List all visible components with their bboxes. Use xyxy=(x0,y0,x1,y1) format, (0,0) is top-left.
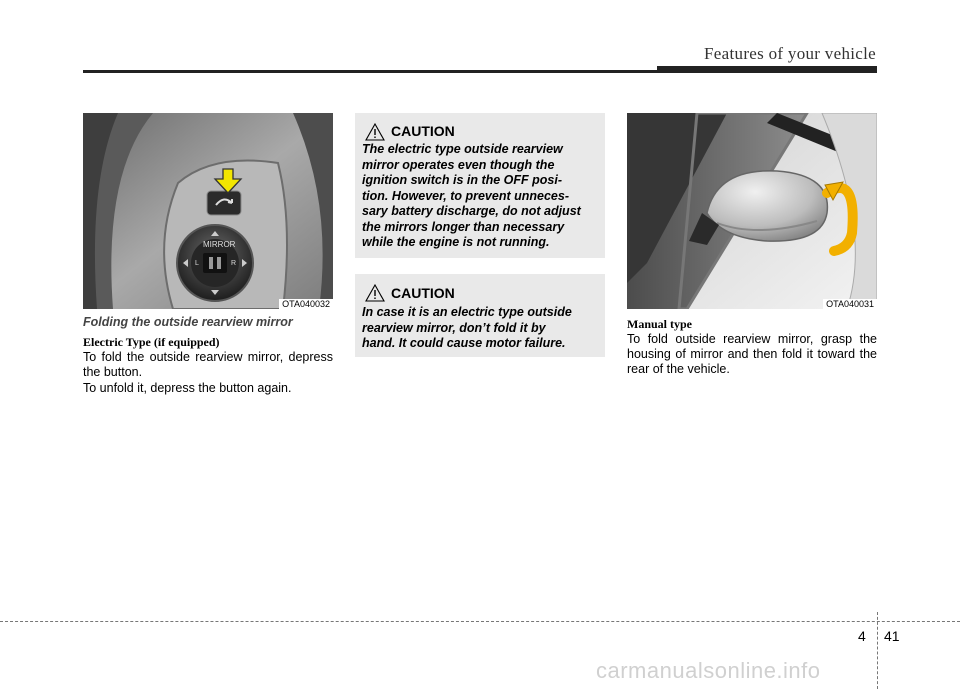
caution-title: CAUTION xyxy=(391,285,455,301)
side-mirror-photo xyxy=(627,113,877,309)
caution-line: tion. However, to prevent unneces- xyxy=(362,188,569,203)
header-rule xyxy=(83,70,877,73)
electric-fold-instructions: To fold the outside rearview mirror, depress the button. xyxy=(83,350,333,379)
caution-line: The electric type outside rearview xyxy=(362,142,563,156)
caution-line: sary battery discharge, do not adjust xyxy=(362,204,581,218)
caution-box-1 xyxy=(355,113,605,258)
page-header-title: Features of your vehicle xyxy=(704,44,876,63)
caution-text xyxy=(362,142,598,251)
page-number: 41 xyxy=(884,628,900,644)
mirror-switch-illustration xyxy=(83,113,333,309)
figure-code: OTA040031 xyxy=(823,299,877,309)
manual-type-heading: Manual type xyxy=(627,317,693,331)
switch-right-label: R xyxy=(231,260,237,267)
electric-unfold-instructions: To unfold it, depress the button again. xyxy=(83,381,292,395)
chapter-number: 4 xyxy=(858,628,866,644)
warning-triangle-icon xyxy=(365,123,385,141)
manual-fold-instructions: To fold outside rearview mirror, grasp the housing of mirror and then fold it toward the rear of the vehicle. xyxy=(627,332,877,376)
electric-type-heading: Electric Type (if equipped) xyxy=(83,335,220,349)
switch-left-label: L xyxy=(195,260,199,267)
caution-text xyxy=(362,305,598,352)
figure-code: OTA040032 xyxy=(279,299,333,309)
footer-divider xyxy=(877,612,878,689)
mirror-switch-photo xyxy=(83,113,333,309)
warning-triangle-icon xyxy=(365,284,385,302)
figure-caption: Folding the outside rearview mirror xyxy=(83,315,293,329)
caution-line: In case it is an electric type outside xyxy=(362,305,572,319)
caution-title: CAUTION xyxy=(391,123,455,139)
side-mirror-illustration xyxy=(627,113,877,309)
caution-line: while the engine is not running. xyxy=(362,235,550,249)
watermark: carmanualsonline.info xyxy=(596,658,821,683)
caution-box-2 xyxy=(355,274,605,357)
mirror-button-label: MIRROR xyxy=(203,240,236,249)
footer-rule xyxy=(0,621,960,622)
caution-line: hand. It could cause motor failure. xyxy=(362,336,566,350)
caution-line: mirror operates even though the xyxy=(362,157,555,172)
caution-line: rearview mirror, don’t fold it by xyxy=(362,320,546,335)
header-rule-accent xyxy=(657,66,877,70)
caution-line: ignition switch is in the OFF posi- xyxy=(362,173,562,187)
caution-line: the mirrors longer than necessary xyxy=(362,219,565,234)
